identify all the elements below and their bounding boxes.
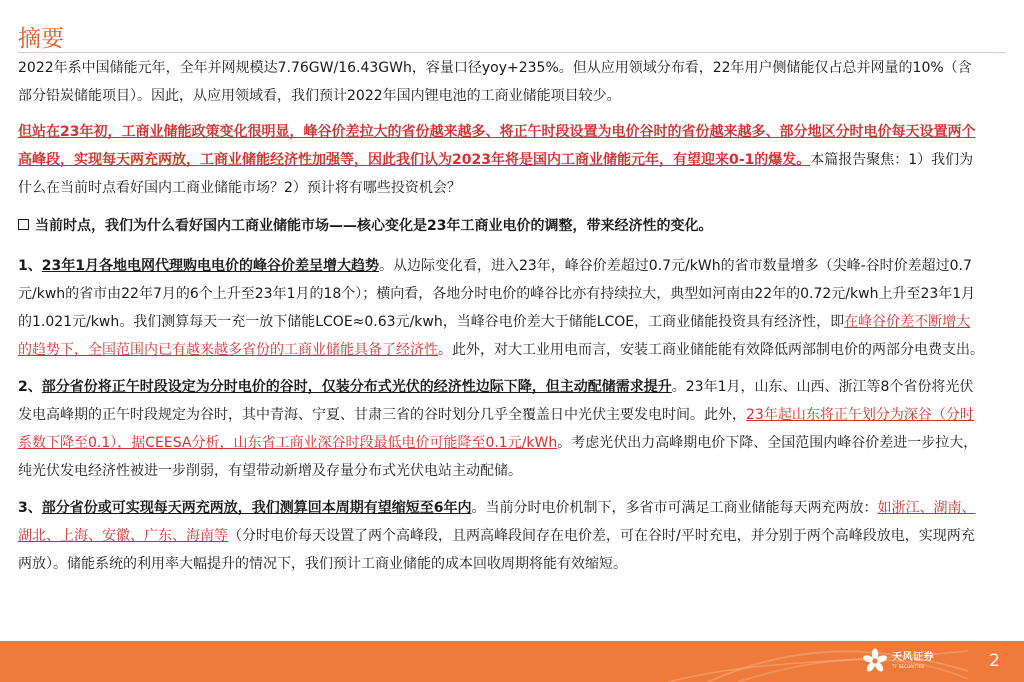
point-1-highlight: 在峰谷价差不断增大的趋势下，全国范围内已有越来越多省份的工商业储能具备了经济性 — [18, 314, 971, 358]
point-1-number: 1、 — [18, 258, 42, 274]
summary-body — [18, 54, 984, 587]
point-3-lead: 部分省份或可实现每天两充两放，我们测算回本周期有望缩短至6年内 — [41, 500, 472, 516]
point-1-text-a: 。从边际变化看，进入23年，峰谷价差超过0.7元/kWh的省市数量增多（尖峰-谷时价差超过0.7元/kwh的省市由22年7月的6个上升至23年1月的18个）；横向看，各地分时电价的峰谷比亦有持续拉大，典型如河南由22年的0.72元/kwh上升至23年1月的1.021元/kwh。我们测算每天一充一放下储能LCOE≈0.63元/kwh，当峰谷电价差大于储能LCOE，工商业储能投资具有经济性，即 — [18, 258, 976, 330]
thesis-highlight: 但站在23年初，工商业储能政策变化很明显，峰谷价差拉大的省份越来越多、将正午时段设置为电价谷时的省份越来越多、部分地区分时电价每天设置两个高峰段，实现每天两充两放，工商业储能经济性加强等，因此我们认为2023年将是国内工商业储能元年，有望迎来0-1的爆发。 — [18, 124, 976, 168]
logo-name-cn: 天风证券 — [892, 652, 934, 663]
thesis-focus-text: 本篇报告聚焦：1）我们为什么在当前时点看好国内工商业储能市场？2）预计将有哪些投资机会？ — [18, 152, 974, 196]
square-bullet-icon — [18, 219, 29, 230]
paragraph-intro — [18, 54, 984, 110]
point-2-number: 2、 — [18, 379, 42, 395]
point-3-text-b: （分时电价每天设置了两个高峰段，且两高峰段间存在电价差，可在谷时/平时充电，并分别于两个高峰段放电，实现两充两放）。储能系统的利用率大幅提升的情况下，我们预计工商业储能的成本回收周期将能有效缩短。 — [18, 528, 975, 572]
logo-name-en: TF SECURITIES — [892, 664, 925, 669]
point-1-lead: 23年1月各地电网代理购电电价的峰谷价差呈增大趋势 — [41, 258, 379, 274]
page-number: 2 — [989, 651, 1000, 671]
page-title: 摘要 — [18, 26, 64, 52]
point-3-text-a: 。当前分时电价机制下，多省市可满足工商业储能每天两充两放： — [471, 500, 878, 516]
tf-flower-logo-icon — [862, 648, 888, 674]
company-logo — [862, 648, 934, 674]
title-divider — [18, 52, 1006, 53]
point-1 — [18, 252, 984, 364]
section-heading-text: 当前时点，我们为什么看好国内工商业储能市场——核心变化是23年工商业电价的调整，带来经济性的变化。 — [35, 218, 713, 234]
point-2-lead: 部分省份将正午时段设定为分时电价的谷时，仅装分布式光伏的经济性边际下降，但主动配储需求提升 — [41, 379, 672, 395]
point-3 — [18, 494, 984, 578]
point-2 — [18, 373, 984, 485]
point-3-highlight: 如浙江、湖南、湖北、上海、安徽、广东、海南等 — [18, 500, 976, 544]
point-3-number: 3、 — [18, 500, 42, 516]
intro-text: 2022年系中国储能元年，全年并网规模达7.76GW/16.43GWh，容量口径yoy+235%。但从应用领域分布看，22年用户侧储能仅占总并网量的10%（含部分铅炭储能项目）。因此，从应用领域看，我们预计2022年国内锂电池的工商业储能项目较少。 — [18, 60, 972, 104]
point-2-text-b: 。考虑光伏出力高峰期电价下降、全国范围内峰谷价差进一步拉大，纯光伏发电经济性被进一步削弱，有望带动新增及存量分布式光伏电站主动配储。 — [18, 435, 978, 479]
section-heading — [18, 212, 984, 240]
point-1-text-b: 。此外，对大工业用电而言，安装工商业储能能有效降低两部制电价的两部分电费支出。 — [438, 342, 984, 358]
point-2-text-a: 。23年1月，山东、山西、浙江等8个省份将光伏发电高峰期的正午时段规定为谷时，其中青海、宁夏、甘肃三省的谷时划分几乎全覆盖日中光伏主要发电时间。此外， — [18, 379, 974, 423]
point-2-highlight: 23年起山东将正午划分为深谷（分时系数下降至0.1），据CEESA分析，山东省工商业深谷时段最低电价可能降至0.1元/kWh — [18, 407, 974, 451]
paragraph-thesis — [18, 118, 984, 202]
